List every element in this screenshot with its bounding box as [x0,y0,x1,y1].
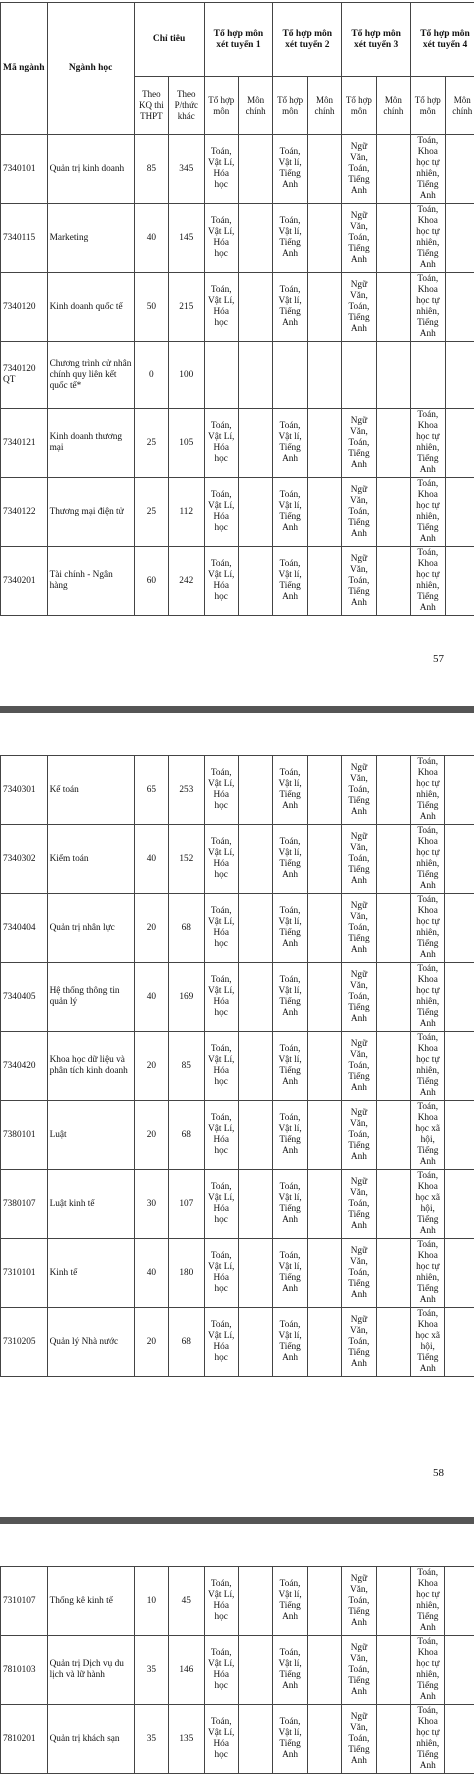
combo-4-main-cell [445,1567,474,1636]
combo-3-cell: Ngữ Văn, Toán, Tiếng Anh [342,409,376,478]
combo-1-cell: Toán, Vật Lí, Hóa học [204,756,238,825]
combo-2-cell: Toán, Vật lí, Tiếng Anh [273,894,307,963]
quota-other-cell: 112 [169,478,204,547]
combo-4-cell: Toán, Khoa học tự nhiên, Tiếng Anh [411,135,445,204]
table-row [1,825,474,894]
major-code-cell: 7380101 [1,1101,48,1170]
combo-4-cell: Toán, Khoa học tự nhiên, Tiếng Anh [411,825,445,894]
table-row [1,273,474,342]
combo-2-main-cell [307,1170,341,1239]
quota-other-cell: 135 [169,1705,204,1774]
combo-1-cell: Toán, Vật Lí, Hóa học [204,1308,238,1377]
combo-4-cell: Toán, Khoa học tự nhiên, Tiếng Anh [411,1636,445,1705]
quota-thpt-cell: 50 [134,273,168,342]
combo-2-cell: Toán, Vật lí, Tiếng Anh [273,963,307,1032]
combo-1-cell: Toán, Vật Lí, Hóa học [204,825,238,894]
quota-thpt-cell: 35 [134,1705,168,1774]
combo-1-main-cell [238,825,272,894]
combo-2-cell: Toán, Vật lí, Tiếng Anh [273,1705,307,1774]
combo-3-cell: Ngữ Văn, Toán, Tiếng Anh [342,963,376,1032]
major-name-cell: Luật kinh tế [47,1170,134,1239]
quota-other-cell: 215 [169,273,204,342]
combo-1-main-cell [238,1239,272,1308]
header-main-sub: Môn chính [376,77,410,135]
combo-1-main-cell [238,135,272,204]
combo-3-cell: Ngữ Văn, Toán, Tiếng Anh [342,1636,376,1705]
combo-1-main-cell [238,273,272,342]
major-name-cell: Hệ thống thông tin quản lý [47,963,134,1032]
combo-4-main-cell [445,1705,474,1774]
combo-1-cell: Toán, Vật Lí, Hóa học [204,1239,238,1308]
document-page-57 [0,0,474,690]
combo-4-main-cell [445,1239,474,1308]
table-row [1,1170,474,1239]
combo-2-cell: Toán, Vật lí, Tiếng Anh [273,478,307,547]
combo-4-cell: Toán, Khoa học tự nhiên, Tiếng Anh [411,756,445,825]
combo-3-cell: Ngữ Văn, Toán, Tiếng Anh [342,1170,376,1239]
header-main-sub: Môn chính [307,77,341,135]
combo-2-cell: Toán, Vật lí, Tiếng Anh [273,409,307,478]
combo-2-main-cell [307,1239,341,1308]
major-name-cell: Quản trị nhân lực [47,894,134,963]
combo-1-main-cell [238,1101,272,1170]
quota-thpt-cell: 20 [134,1101,168,1170]
combo-1-cell: Toán, Vật Lí, Hóa học [204,547,238,616]
combo-2-main-cell [307,756,341,825]
major-code-cell: 7340120 QT [1,342,48,409]
combo-4-cell: Toán, Khoa học tự nhiên, Tiếng Anh [411,204,445,273]
major-name-cell: Luật [47,1101,134,1170]
combo-1-main-cell [238,409,272,478]
quota-thpt-cell: 60 [134,547,168,616]
header-combo-2: Tổ hợp môn xét tuyển 2 [273,3,342,77]
major-code-cell: 7310107 [1,1567,48,1636]
table-row [1,1101,474,1170]
combo-2-cell: Toán, Vật lí, Tiếng Anh [273,1170,307,1239]
combo-1-cell [204,342,238,409]
table-row [1,894,474,963]
combo-2-main-cell [307,1308,341,1377]
combo-4-cell: Toán, Khoa học tự nhiên, Tiếng Anh [411,1567,445,1636]
major-code-cell: 7310205 [1,1308,48,1377]
combo-2-main-cell [307,478,341,547]
quota-other-cell: 85 [169,1032,204,1101]
combo-4-main-cell [445,547,474,616]
combo-2-cell: Toán, Vật lí, Tiếng Anh [273,135,307,204]
combo-3-cell: Ngữ Văn, Toán, Tiếng Anh [342,1567,376,1636]
combo-2-main-cell [307,963,341,1032]
combo-4-main-cell [445,1032,474,1101]
combo-1-main-cell [238,1705,272,1774]
major-code-cell: 7810103 [1,1636,48,1705]
combo-2-main-cell [307,204,341,273]
quota-thpt-cell: 40 [134,963,168,1032]
table-row [1,1308,474,1377]
major-code-cell: 7340121 [1,409,48,478]
quota-other-cell: 100 [169,342,204,409]
header-quota-thpt: Theo KQ thi THPT [134,77,168,135]
major-name-cell: Quản trị khách sạn [47,1705,134,1774]
quota-other-cell: 68 [169,894,204,963]
major-code-cell: 7340120 [1,273,48,342]
combo-3-cell: Ngữ Văn, Toán, Tiếng Anh [342,825,376,894]
combo-3-main-cell [376,756,410,825]
page-number: 57 [433,653,444,665]
combo-3-main-cell [376,963,410,1032]
quota-thpt-cell: 85 [134,135,168,204]
major-name-cell: Kinh tế [47,1239,134,1308]
major-code-cell: 7380107 [1,1170,48,1239]
table-row [1,204,474,273]
combo-3-cell: Ngữ Văn, Toán, Tiếng Anh [342,756,376,825]
combo-1-cell: Toán, Vật Lí, Hóa học [204,1032,238,1101]
combo-4-main-cell [445,894,474,963]
combo-2-main-cell [307,1032,341,1101]
combo-3-cell [342,342,376,409]
page-separator [0,1517,474,1524]
combo-2-main-cell [307,547,341,616]
combo-2-cell: Toán, Vật lí, Tiếng Anh [273,1101,307,1170]
combo-4-main-cell [445,273,474,342]
combo-3-main-cell [376,409,410,478]
combo-2-main-cell [307,273,341,342]
combo-2-main-cell [307,894,341,963]
combo-4-main-cell [445,135,474,204]
combo-2-cell: Toán, Vật lí, Tiếng Anh [273,1239,307,1308]
quota-thpt-cell: 20 [134,1032,168,1101]
combo-4-main-cell [445,1101,474,1170]
combo-2-main-cell [307,135,341,204]
combo-4-cell: Toán, Khoa học tự nhiên, Tiếng Anh [411,273,445,342]
combo-1-cell: Toán, Vật Lí, Hóa học [204,204,238,273]
major-code-cell: 7810201 [1,1705,48,1774]
major-code-cell: 7340404 [1,894,48,963]
combo-4-cell: Toán, Khoa học xã hội, Tiếng Anh [411,1308,445,1377]
quota-thpt-cell: 0 [134,342,168,409]
combo-1-main-cell [238,963,272,1032]
page-number: 58 [433,1467,444,1479]
table-row [1,1705,474,1774]
major-name-cell: Khoa học dữ liệu và phân tích kinh doanh [47,1032,134,1101]
table-row [1,409,474,478]
combo-1-cell: Toán, Vật Lí, Hóa học [204,1705,238,1774]
combo-2-main-cell [307,409,341,478]
table-row [1,1636,474,1705]
admission-table-page-59 [0,1566,474,1774]
quota-other-cell: 152 [169,825,204,894]
quota-other-cell: 169 [169,963,204,1032]
major-name-cell: Kế toán [47,756,134,825]
quota-other-cell: 242 [169,547,204,616]
combo-3-main-cell [376,547,410,616]
combo-2-cell: Toán, Vật lí, Tiếng Anh [273,1636,307,1705]
combo-3-main-cell [376,894,410,963]
combo-4-cell: Toán, Khoa học tự nhiên, Tiếng Anh [411,1032,445,1101]
combo-4-cell: Toán, Khoa học tự nhiên, Tiếng Anh [411,1705,445,1774]
combo-1-cell: Toán, Vật Lí, Hóa học [204,1170,238,1239]
combo-4-main-cell [445,756,474,825]
combo-1-cell: Toán, Vật Lí, Hóa học [204,1101,238,1170]
quota-other-cell: 105 [169,409,204,478]
quota-other-cell: 145 [169,204,204,273]
combo-2-main-cell [307,342,341,409]
combo-3-cell: Ngữ Văn, Toán, Tiếng Anh [342,1032,376,1101]
quota-thpt-cell: 35 [134,1636,168,1705]
combo-3-cell: Ngữ Văn, Toán, Tiếng Anh [342,1308,376,1377]
combo-3-cell: Ngữ Văn, Toán, Tiếng Anh [342,1101,376,1170]
document-page-59 [0,1566,474,1786]
table-row [1,756,474,825]
combo-2-cell: Toán, Vật lí, Tiếng Anh [273,547,307,616]
quota-thpt-cell: 65 [134,756,168,825]
combo-4-cell: Toán, Khoa học tự nhiên, Tiếng Anh [411,547,445,616]
header-quota: Chỉ tiêu [134,3,204,77]
header-main-sub: Môn chính [445,77,474,135]
header-quota-other: Theo P/thức khác [169,77,204,135]
header-combo-sub: Tổ hợp môn [342,77,376,135]
combo-1-main-cell [238,1170,272,1239]
table-row [1,963,474,1032]
combo-4-cell: Toán, Khoa học tự nhiên, Tiếng Anh [411,478,445,547]
combo-3-cell: Ngữ Văn, Toán, Tiếng Anh [342,273,376,342]
major-name-cell: Marketing [47,204,134,273]
header-combo-sub: Tổ hợp môn [204,77,238,135]
combo-3-main-cell [376,135,410,204]
combo-3-main-cell [376,1308,410,1377]
combo-3-main-cell [376,1101,410,1170]
combo-3-cell: Ngữ Văn, Toán, Tiếng Anh [342,135,376,204]
combo-4-cell: Toán, Khoa học xã hội, Tiếng Anh [411,1101,445,1170]
combo-3-cell: Ngữ Văn, Toán, Tiếng Anh [342,478,376,547]
quota-other-cell: 68 [169,1101,204,1170]
quota-other-cell: 107 [169,1170,204,1239]
combo-2-cell: Toán, Vật lí, Tiếng Anh [273,1567,307,1636]
page-separator [0,706,474,713]
table-row [1,547,474,616]
combo-4-main-cell [445,1308,474,1377]
combo-4-main-cell [445,478,474,547]
quota-thpt-cell: 10 [134,1567,168,1636]
quota-other-cell: 253 [169,756,204,825]
combo-4-main-cell [445,409,474,478]
combo-3-main-cell [376,1705,410,1774]
major-name-cell: Kinh doanh thương mại [47,409,134,478]
combo-3-main-cell [376,1170,410,1239]
admission-table-page-57 [0,2,474,616]
combo-2-cell: Toán, Vật lí, Tiếng Anh [273,1032,307,1101]
header-combo-sub: Tổ hợp môn [411,77,445,135]
combo-3-main-cell [376,825,410,894]
combo-3-main-cell [376,1032,410,1101]
major-name-cell: Quản trị kinh doanh [47,135,134,204]
combo-1-main-cell [238,894,272,963]
quota-other-cell: 45 [169,1567,204,1636]
combo-4-main-cell [445,1170,474,1239]
header-major: Ngành học [47,3,134,135]
table-row [1,1567,474,1636]
combo-3-cell: Ngữ Văn, Toán, Tiếng Anh [342,547,376,616]
header-main-sub: Môn chính [238,77,272,135]
major-code-cell: 7310101 [1,1239,48,1308]
combo-4-cell: Toán, Khoa học tự nhiên, Tiếng Anh [411,894,445,963]
combo-3-cell: Ngữ Văn, Toán, Tiếng Anh [342,1705,376,1774]
table-row [1,342,474,409]
quota-other-cell: 345 [169,135,204,204]
combo-1-cell: Toán, Vật Lí, Hóa học [204,478,238,547]
combo-1-cell: Toán, Vật Lí, Hóa học [204,409,238,478]
combo-1-cell: Toán, Vật Lí, Hóa học [204,894,238,963]
combo-3-main-cell [376,342,410,409]
combo-2-main-cell [307,1101,341,1170]
table-row [1,135,474,204]
combo-2-main-cell [307,1567,341,1636]
table-row [1,1239,474,1308]
combo-3-main-cell [376,478,410,547]
combo-4-main-cell [445,342,474,409]
admission-table-page-58 [0,755,474,1377]
header-combo-sub: Tổ hợp môn [273,77,307,135]
header-combo-3: Tổ hợp môn xét tuyển 3 [342,3,411,77]
combo-3-main-cell [376,204,410,273]
combo-4-main-cell [445,963,474,1032]
combo-2-cell [273,342,307,409]
document-page-58 [0,755,474,1525]
quota-thpt-cell: 20 [134,894,168,963]
combo-4-cell [411,342,445,409]
combo-1-cell: Toán, Vật Lí, Hóa học [204,963,238,1032]
major-code-cell: 7340405 [1,963,48,1032]
header-combo-1: Tổ hợp môn xét tuyển 1 [204,3,273,77]
quota-thpt-cell: 20 [134,1308,168,1377]
combo-1-main-cell [238,756,272,825]
quota-other-cell: 68 [169,1308,204,1377]
combo-3-cell: Ngữ Văn, Toán, Tiếng Anh [342,894,376,963]
combo-3-main-cell [376,273,410,342]
combo-1-main-cell [238,1567,272,1636]
combo-4-main-cell [445,204,474,273]
combo-1-main-cell [238,342,272,409]
combo-1-main-cell [238,1636,272,1705]
combo-4-main-cell [445,1636,474,1705]
major-name-cell: Thương mại điện tử [47,478,134,547]
major-code-cell: 7340122 [1,478,48,547]
combo-3-main-cell [376,1636,410,1705]
quota-thpt-cell: 40 [134,1239,168,1308]
combo-1-cell: Toán, Vật Lí, Hóa học [204,135,238,204]
quota-thpt-cell: 25 [134,409,168,478]
combo-1-main-cell [238,1308,272,1377]
combo-1-cell: Toán, Vật Lí, Hóa học [204,1567,238,1636]
table-row [1,478,474,547]
major-name-cell: Quản trị Dịch vụ du lịch và lữ hành [47,1636,134,1705]
major-name-cell: Tài chính - Ngân hàng [47,547,134,616]
combo-2-main-cell [307,825,341,894]
combo-1-main-cell [238,204,272,273]
combo-4-main-cell [445,825,474,894]
major-code-cell: 7340115 [1,204,48,273]
combo-2-cell: Toán, Vật lí, Tiếng Anh [273,273,307,342]
combo-2-cell: Toán, Vật lí, Tiếng Anh [273,756,307,825]
header-combo-4: Tổ hợp môn xét tuyển 4 [411,3,474,77]
header-code: Mã ngành [1,3,48,135]
combo-2-main-cell [307,1705,341,1774]
combo-4-cell: Toán, Khoa học tự nhiên, Tiếng Anh [411,409,445,478]
combo-1-main-cell [238,1032,272,1101]
combo-1-main-cell [238,547,272,616]
combo-2-cell: Toán, Vật lí, Tiếng Anh [273,1308,307,1377]
major-code-cell: 7340301 [1,756,48,825]
combo-1-main-cell [238,478,272,547]
combo-4-cell: Toán, Khoa học tự nhiên, Tiếng Anh [411,963,445,1032]
combo-3-cell: Ngữ Văn, Toán, Tiếng Anh [342,204,376,273]
combo-4-cell: Toán, Khoa học tự nhiên, Tiếng Anh [411,1239,445,1308]
combo-3-main-cell [376,1567,410,1636]
quota-thpt-cell: 40 [134,204,168,273]
major-code-cell: 7340201 [1,547,48,616]
combo-2-main-cell [307,1636,341,1705]
quota-other-cell: 180 [169,1239,204,1308]
major-name-cell: Thống kê kinh tế [47,1567,134,1636]
combo-2-cell: Toán, Vật lí, Tiếng Anh [273,825,307,894]
major-code-cell: 7340101 [1,135,48,204]
combo-1-cell: Toán, Vật Lí, Hóa học [204,1636,238,1705]
major-code-cell: 7340420 [1,1032,48,1101]
table-row [1,1032,474,1101]
major-name-cell: Kinh doanh quốc tế [47,273,134,342]
major-code-cell: 7340302 [1,825,48,894]
quota-thpt-cell: 30 [134,1170,168,1239]
quota-thpt-cell: 25 [134,478,168,547]
major-name-cell: Kiểm toán [47,825,134,894]
major-name-cell: Chương trình cử nhân chính quy liên kết quốc tế* [47,342,134,409]
combo-4-cell: Toán, Khoa học xã hội, Tiếng Anh [411,1170,445,1239]
combo-1-cell: Toán, Vật Lí, Hóa học [204,273,238,342]
quota-other-cell: 146 [169,1636,204,1705]
combo-3-main-cell [376,1239,410,1308]
combo-2-cell: Toán, Vật lí, Tiếng Anh [273,204,307,273]
combo-3-cell: Ngữ Văn, Toán, Tiếng Anh [342,1239,376,1308]
major-name-cell: Quản lý Nhà nước [47,1308,134,1377]
quota-thpt-cell: 40 [134,825,168,894]
